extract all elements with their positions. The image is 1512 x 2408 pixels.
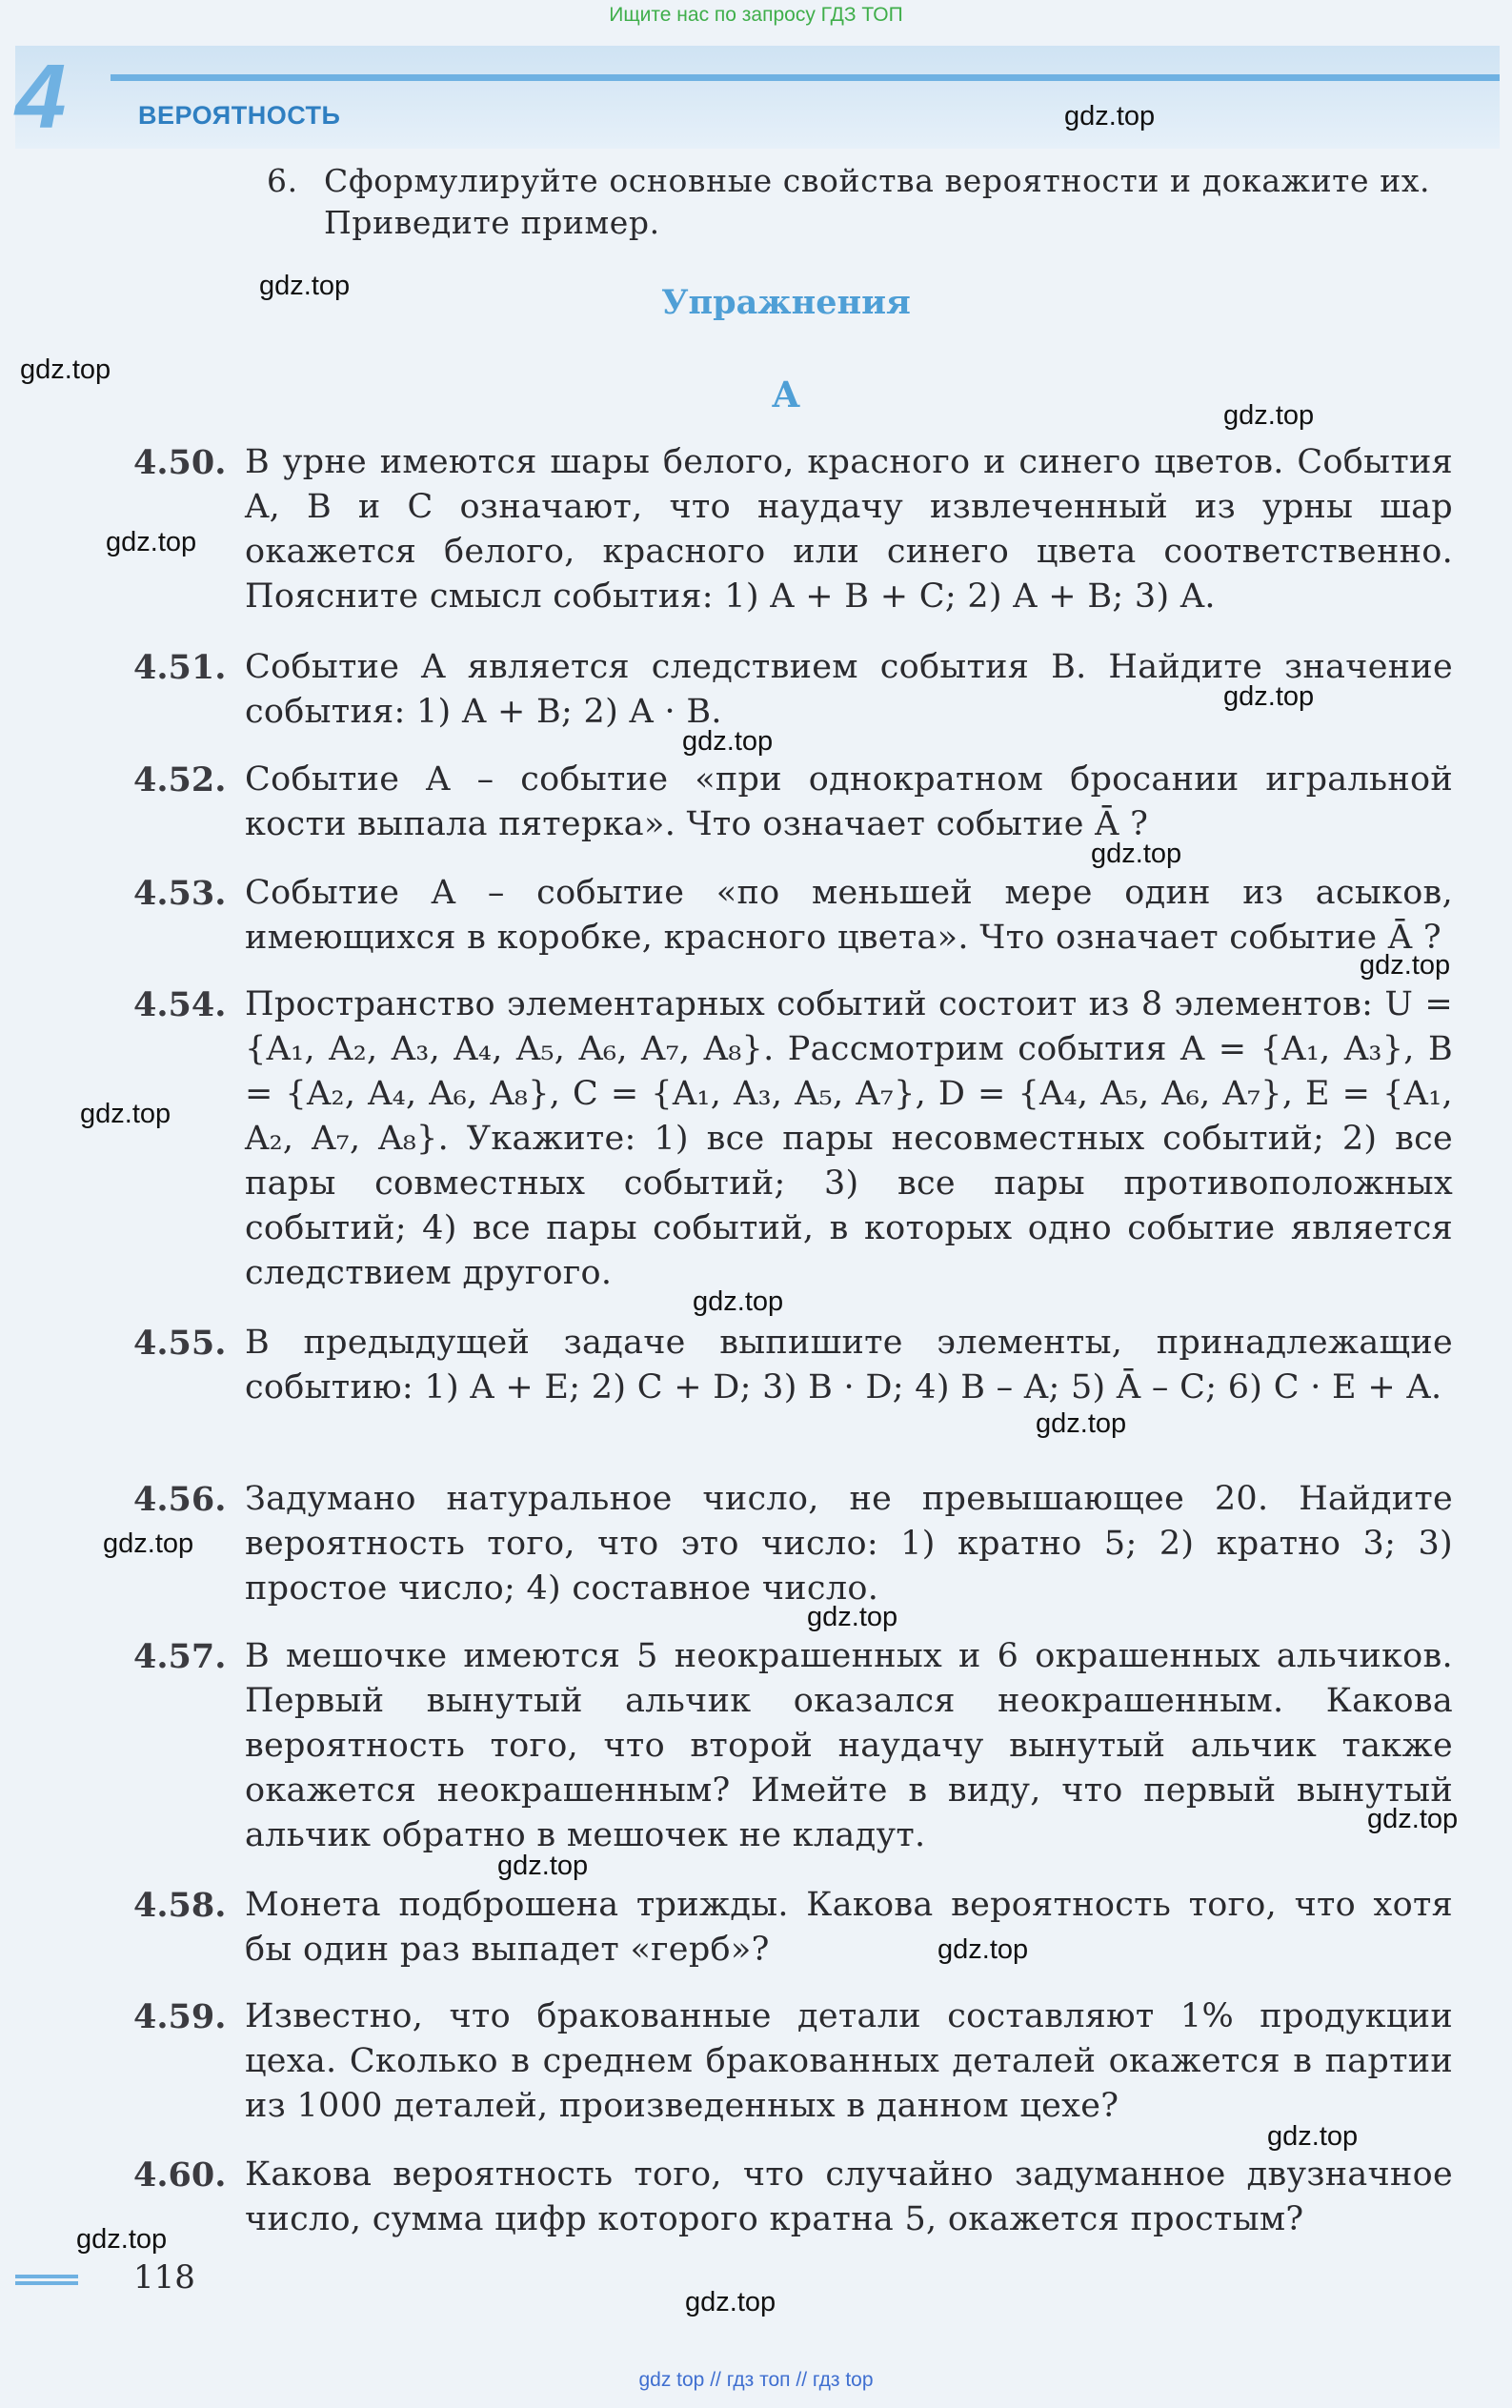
exercise-4-57	[133, 1634, 1453, 1858]
exercise-4-52	[133, 758, 1453, 847]
exercise-4-60	[133, 2153, 1453, 2242]
section-title: Упражнения	[661, 283, 911, 322]
watermark: gdz.top	[76, 2224, 168, 2255]
exercise-text: Какова вероятность того, что случайно задуманное двузначное число, сумма цифр которого кратна 5, окажется простым?	[245, 2155, 1453, 2238]
watermark: gdz.top	[80, 1099, 171, 1129]
page-number: 118	[133, 2258, 195, 2297]
watermark: gdz.top	[259, 271, 351, 301]
watermark: gdz.top	[1036, 1408, 1127, 1439]
question-6-line2: Приведите пример.	[324, 204, 660, 241]
question-6	[267, 160, 1458, 244]
exercise-4-59	[133, 1994, 1453, 2129]
bottom-banner[interactable]: gdz top // гдз топ // гдз top	[638, 2369, 874, 2391]
level-title: А	[771, 374, 801, 415]
watermark: gdz.top	[1367, 1804, 1459, 1834]
question-6-line1: Сформулируйте основные свойства вероятности и докажите их.	[324, 162, 1431, 199]
watermark: gdz.top	[1223, 681, 1315, 712]
watermark: gdz.top	[1360, 950, 1451, 981]
exercise-text: Событие A – событие «по меньшей мере один из асыков, имеющихся в коробке, красного цвета». Что означает событие Ā ?	[245, 874, 1453, 957]
watermark: gdz.top	[1091, 839, 1182, 869]
watermark: gdz.top	[106, 527, 197, 557]
watermark: gdz.top	[1223, 400, 1315, 431]
watermark: gdz.top	[937, 1934, 1029, 1965]
exercise-number: 4.52.	[133, 760, 227, 799]
exercise-number: 4.57.	[133, 1637, 227, 1676]
exercise-number: 4.59.	[133, 1997, 227, 2036]
exercise-text: Событие A является следствием события B. Найдите значение события: 1) A + B; 2) A · B.	[245, 648, 1453, 731]
exercise-number: 4.54.	[133, 985, 227, 1024]
exercise-text: Монета подброшена трижды. Какова вероятность того, что хотя бы один раз выпадет «герб»?	[245, 1886, 1453, 1969]
watermark: gdz.top	[682, 726, 774, 757]
chapter-number: 4	[15, 46, 67, 148]
watermark: gdz.top	[20, 354, 111, 385]
exercise-number: 4.60.	[133, 2155, 227, 2195]
watermark: gdz.top	[807, 1602, 898, 1632]
exercise-text: В урне имеются шары белого, красного и синего цветов. События A, B и C означают, что наудачу извлеченный из урны шар окажется белого, красного или синего цвета соответственно. Поясните смысл события: 1) A + B + C; 2) A + B; 3) A.	[245, 443, 1453, 616]
exercise-text: Пространство элементарных событий состоит из 8 элементов: U = {A₁, A₂, A₃, A₄, A₅, A₆, A₇, A₈}. Рассмотрим события A = {A₁, A₃}, B = {A₂, A₄, A₆, A₈}, C = {A₁, A₃, A₅, A₇}, D = {A₄, A₅, A₆, A₇}, E = {A₁, A₂, A₇, A₈}. Укажите: 1) все пары несовместных событий; 2) все пары совместных событий; 3) все пары противоположных событий; 4) все пары событий, в которых одно событие является следствием другого.	[245, 985, 1453, 1292]
exercise-number: 4.53.	[133, 874, 227, 913]
exercise-number: 4.56.	[133, 1480, 227, 1519]
question-6-number: 6.	[267, 162, 298, 199]
footer-stripe	[15, 2275, 78, 2288]
exercise-text: Известно, что бракованные детали составляют 1% продукции цеха. Сколько в среднем бракованных деталей окажется в партии из 1000 деталей, произведенных в данном цехе?	[245, 1997, 1453, 2125]
watermark: gdz.top	[1267, 2121, 1359, 2152]
chapter-header-band	[15, 46, 1500, 149]
exercise-text: В мешочке имеются 5 неокрашенных и 6 окрашенных альчиков. Первый вынутый альчик оказался неокрашенным. Какова вероятность того, что второй наудачу вынутый альчик также окажется неокрашенным? Имейте в виду, что первый вынутый альчик обратно в мешочек не кладут.	[245, 1637, 1453, 1854]
watermark: gdz.top	[497, 1851, 589, 1881]
exercise-number: 4.55.	[133, 1324, 227, 1363]
watermark: gdz.top	[1064, 101, 1156, 132]
exercise-text: Событие A – событие «при однократном бросании игральной кости выпала пятерка». Что означает событие Ā ?	[245, 760, 1453, 843]
exercise-4-56	[133, 1477, 1453, 1611]
exercise-4-53	[133, 871, 1453, 961]
exercise-4-54	[133, 982, 1453, 1296]
exercise-number: 4.51.	[133, 648, 227, 687]
exercise-number: 4.50.	[133, 443, 227, 482]
watermark: gdz.top	[103, 1528, 194, 1559]
exercise-4-55	[133, 1321, 1453, 1410]
exercise-text: В предыдущей задаче выпишите элементы, принадлежащие событию: 1) A + E; 2) C + D; 3) B · D; 4) B – A; 5) Ā – C; 6) C · E + A.	[245, 1324, 1453, 1406]
exercise-text: Задумано натуральное число, не превышающее 20. Найдите вероятность того, что это число: 1) кратно 5; 2) кратно 3; 3) простое число; 4) составное число.	[245, 1480, 1453, 1608]
top-banner[interactable]: Ищите нас по запросу ГДЗ ТОП	[609, 4, 903, 26]
chapter-title: ВЕРОЯТНОСТЬ	[138, 101, 341, 130]
watermark: gdz.top	[693, 1286, 784, 1317]
watermark: gdz.top	[685, 2287, 776, 2317]
exercise-number: 4.58.	[133, 1886, 227, 1925]
header-rule	[111, 74, 1500, 81]
exercise-4-50	[133, 440, 1453, 619]
exercise-4-58	[133, 1883, 1453, 1973]
